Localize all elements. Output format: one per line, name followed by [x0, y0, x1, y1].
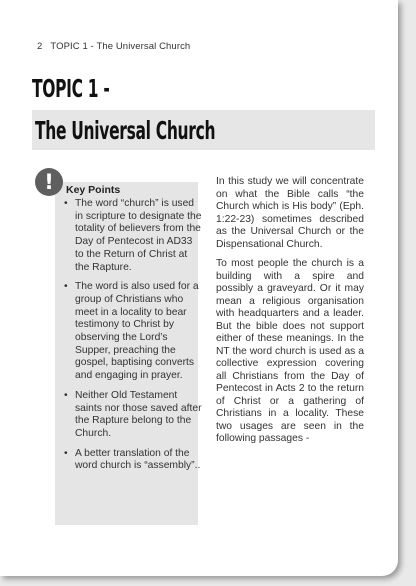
running-title: TOPIC 1 - The Universal Church [50, 41, 191, 52]
body-paragraph: To most people the church is a building with a spire and possibly a graveyard. Or it may mean a religious organisation with headquarters and a leader. But the bible does not support either of these meanings. In the NT the word church is used as a collective expression covering all Christians from the Day of Pentecost in Acts 2 to the return of Christ or a gathering of Christians in a locality. These two usages are seen in the following passages - [216, 258, 364, 444]
title-line-2: The Universal Church [35, 116, 216, 145]
page-number: 2 [37, 41, 43, 52]
key-point-item: • The word “church” is used in scripture to designate the totality of believers from the Day of Pentecost in AD33 to the Return of Christ at the Rapture. [75, 198, 203, 274]
title-line-1: TOPIC 1 - [32, 74, 110, 103]
key-points-heading: Key Points [66, 184, 121, 196]
key-point-item: • The word is also used for a group of Christians who meet in a locality to bear testimony to Christ by observing the Lord’s Supper, preaching the gospel, baptising converts and engaging in prayer. [75, 281, 203, 383]
key-points-list [63, 198, 203, 480]
running-header [37, 41, 190, 52]
body-paragraph: In this study we will concentrate on what the Bible calls “the Church which is His body” (Eph. 1:22-23) sometimes described as the Universal Church or the Dispensational Church. [216, 176, 364, 250]
key-point-item: • A better translation of the word church is “assembly”.. [75, 448, 203, 473]
exclamation-icon: ! [35, 168, 63, 196]
body-text-column [216, 176, 364, 453]
key-point-item: • Neither Old Testament saints nor those saved after the Rapture belong to the Church. [75, 390, 203, 441]
